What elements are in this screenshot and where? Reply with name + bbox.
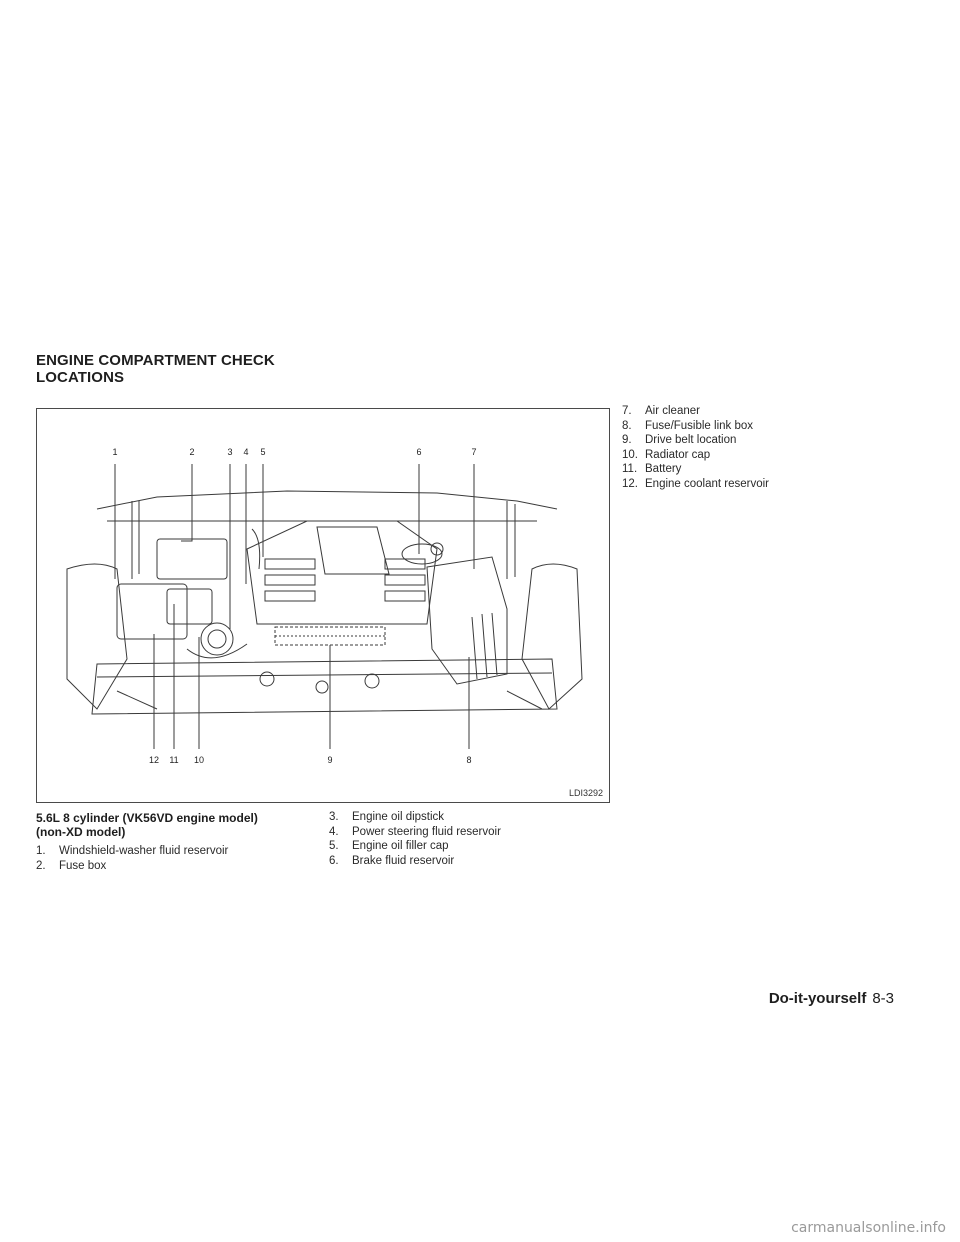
callout-2: 2 — [189, 447, 195, 457]
callout-1: 1 — [112, 447, 118, 457]
callout-7: 7 — [471, 447, 477, 457]
list-item: 11. Battery — [622, 463, 682, 475]
list-item: 9. Drive belt location — [622, 434, 737, 446]
caption-line-2: (non-XD model) — [36, 825, 126, 839]
list-item: 10. Radiator cap — [622, 448, 711, 461]
callout-12: 12 — [148, 755, 160, 765]
page-number: 8-3 — [872, 990, 894, 1007]
callout-4: 4 — [243, 447, 249, 457]
figure-code: LDI3292 — [568, 788, 603, 798]
list-item: 3. Engine oil dipstick — [329, 811, 445, 823]
list-item: 1. Windshield-washer fluid reservoir — [36, 845, 229, 857]
legend-list-column-2 — [329, 810, 599, 868]
list-item: 8. Fuse/Fusible link box — [622, 419, 754, 432]
callout-9: 9 — [327, 755, 333, 765]
section-title-line-1: ENGINE COMPARTMENT CHECK — [36, 352, 275, 369]
list-item: 6. Brake fluid reservoir — [329, 854, 455, 867]
list-item: 2. Fuse box — [36, 859, 107, 872]
callout-11: 11 — [169, 755, 179, 765]
engine-illustration — [37, 409, 609, 802]
chapter-name: Do-it-yourself — [768, 990, 867, 1007]
section-title — [36, 352, 356, 386]
callout-5: 5 — [260, 447, 266, 457]
caption-line-1: 5.6L 8 cylinder (VK56VD engine model) — [36, 811, 258, 825]
list-item: 12. Engine coolant reservoir — [622, 477, 770, 490]
callout-6: 6 — [416, 447, 422, 457]
list-item: 5. Engine oil filler cap — [329, 840, 449, 852]
callout-10: 10 — [193, 755, 205, 765]
list-item: 4. Power steering fluid reservoir — [329, 825, 501, 838]
site-watermark: carmanualsonline.info — [791, 1220, 946, 1236]
callout-8: 8 — [466, 755, 472, 765]
callout-3: 3 — [227, 447, 233, 457]
section-title-line-2: LOCATIONS — [36, 369, 125, 386]
figure-caption — [36, 811, 316, 839]
engine-compartment-figure — [36, 408, 610, 803]
page-footer — [769, 990, 894, 1008]
legend-list-column-3 — [622, 404, 922, 491]
list-item: 7. Air cleaner — [622, 405, 700, 417]
legend-list-column-1 — [36, 844, 306, 873]
